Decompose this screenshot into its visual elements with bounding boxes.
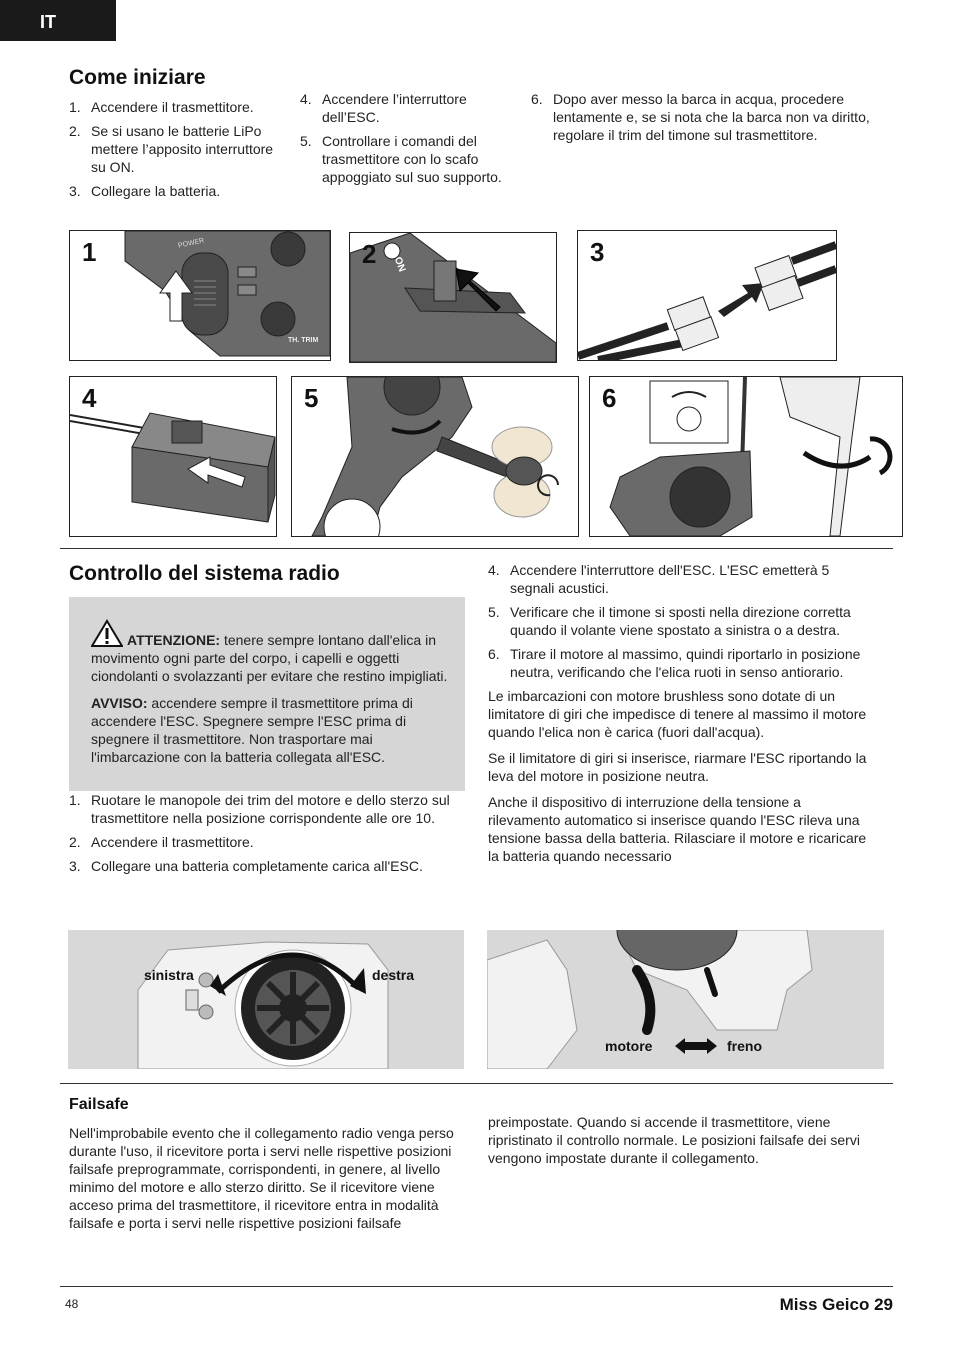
- battery-connector-illustration: [578, 231, 836, 360]
- rev-limiter-paragraph: Le imbarcazioni con motore brushless sono dotate di un limitatore di giri che impedisce di tenere al massimo il motore quando l'elica non è carica (fuori dall'acqua).: [488, 688, 867, 740]
- page-number: 48: [65, 1297, 79, 1311]
- warning-box: [69, 597, 465, 791]
- steering-wheel-illustration: [68, 930, 464, 1069]
- low-voltage-paragraph: Anche il dispositivo di interruzione della tensione a rilevamento automatico si inserisce quando l'ESC rileva una tensione bassa della batteria. Rilasciare il motore e ricaricare la batteria quando necessario: [488, 794, 867, 864]
- figure-1-transmitter-power: [69, 230, 331, 361]
- figure-throttle-trigger: [487, 930, 884, 1069]
- rudder-trim-illustration: [590, 377, 902, 536]
- esc-switch-illustration: [70, 377, 276, 536]
- lipo-switch-illustration: [350, 233, 556, 362]
- list-item: 5. Verificare che il timone si sposti nella direzione corretta quando il volante viene spostato a sinistra o a destra.: [488, 604, 851, 638]
- section-divider: [60, 1083, 893, 1084]
- list-item: 1. Accendere il trasmettitore.: [69, 99, 254, 115]
- failsafe-text-right: preimpostate. Quando si accende il trasmettitore, viene ripristinato il controllo normale. Le posizioni failsafe dei servi vengono impostate durante il collegamento.: [488, 1114, 860, 1166]
- transmitter-propeller-illustration: [292, 377, 578, 536]
- figure-2-lipo-switch: [349, 232, 557, 363]
- radio-steps-right: [488, 561, 873, 681]
- list-item: 6. Tirare il motore al massimo, quindi riportarlo in posizione neutra, verificando che l'elica ruoti in senso antiorario.: [488, 646, 861, 680]
- rev-limiter-reset-paragraph: Se il limitatore di giri si inserisce, riarmare l'ESC riportando la leva del motore in posizione neutra.: [488, 750, 867, 784]
- section-title-radio-control: Controllo del sistema radio: [69, 562, 340, 585]
- right-label: destra: [372, 967, 415, 983]
- list-item: 2. Se si usano le batterie LiPo mettere l’apposito interruttore su ON.: [69, 123, 274, 175]
- radio-right-column: [488, 561, 873, 873]
- warning-triangle-icon: [91, 619, 123, 647]
- steps-list-col3: [531, 90, 876, 150]
- steps-list-col2: [300, 90, 525, 192]
- failsafe-text-left: Nell'improbabile evento che il collegamento radio venga perso durante l'uso, il ricevitore porta i servi nelle rispettive posizioni failsafe preprogrammate, corrispondenti, in genere, al livello minimo del motore e allo sterzo diritto. Se il ricevitore viene acceso prima del trasmettitore, il ricevitore entra in modalità failsafe e porta i servi nelle rispettive posizioni failsafe: [69, 1125, 454, 1231]
- warning-paragraph: ATTENZIONE: tenere sempre lontano dall'elica in movimento ogni parte del corpo, i capelli e oggetti ciondolanti o svolazzanti per evitare che restino impigliati.: [91, 619, 451, 685]
- list-item: 3. Collegare una batteria completamente carica all'ESC.: [69, 858, 423, 874]
- figure-5-transmitter-propeller: [291, 376, 579, 537]
- list-item: 6. Dopo aver messo la barca in acqua, procedere lentamente e, se si nota che la barca non va diritto, regolare il trim del timone sul trasmettitore.: [531, 91, 870, 143]
- list-item: 3. Collegare la batteria.: [69, 183, 221, 199]
- list-item: 4. Accendere l’interruttore dell’ESC.: [300, 91, 467, 125]
- section-title-getting-started: Come iniziare: [69, 66, 206, 89]
- section-divider: [60, 548, 893, 549]
- power-label: POWER: [177, 237, 205, 250]
- figure-number: 6: [602, 383, 617, 413]
- double-arrow-icon: [675, 1038, 717, 1054]
- list-item: 1. Ruotare le manopole dei trim del motore e dello sterzo sul trasmettitore nella posizione corrispondente alle ore 10.: [69, 792, 450, 826]
- trim-label: TH. TRIM: [288, 337, 319, 344]
- left-label: sinistra: [144, 967, 194, 983]
- figure-6-rudder-trim: [589, 376, 903, 537]
- steps-list-col1: [69, 98, 284, 206]
- radio-steps-left: [69, 791, 464, 881]
- language-tab: IT: [0, 0, 116, 41]
- figure-number: 5: [304, 383, 319, 413]
- figure-number: 4: [82, 383, 97, 413]
- figure-steering-wheel: [68, 930, 464, 1069]
- brake-label: freno: [727, 1038, 762, 1054]
- list-item: 2. Accendere il trasmettitore.: [69, 834, 254, 850]
- list-item: 4. Accendere l'interruttore dell'ESC. L'ESC emetterà 5 segnali acustici.: [488, 562, 830, 596]
- footer-title: Miss Geico 29: [779, 1295, 893, 1314]
- notice-paragraph: AVVISO: accendere sempre il trasmettitore prima di accendere l'ESC. Spegnere sempre l'ESC prima di spegnere il trasmettitore. Non trasportare mai l'imbarcazione con la batteria collegata all'ESC.: [91, 695, 413, 765]
- figure-3-battery-connector: [577, 230, 837, 361]
- list-item: 5. Controllare i comandi del trasmettitore con lo scafo appoggiato sul suo supporto.: [300, 133, 502, 185]
- throttle-trigger-illustration: [487, 930, 884, 1069]
- figure-number: 3: [590, 237, 605, 267]
- footer-divider: [60, 1286, 893, 1287]
- section-title-failsafe: Failsafe: [69, 1096, 129, 1113]
- on-label: ON: [391, 255, 408, 274]
- motor-label: motore: [605, 1038, 653, 1054]
- figure-number: 1: [82, 237, 97, 267]
- figure-number: 2: [362, 239, 377, 269]
- figure-4-esc-switch: [69, 376, 277, 537]
